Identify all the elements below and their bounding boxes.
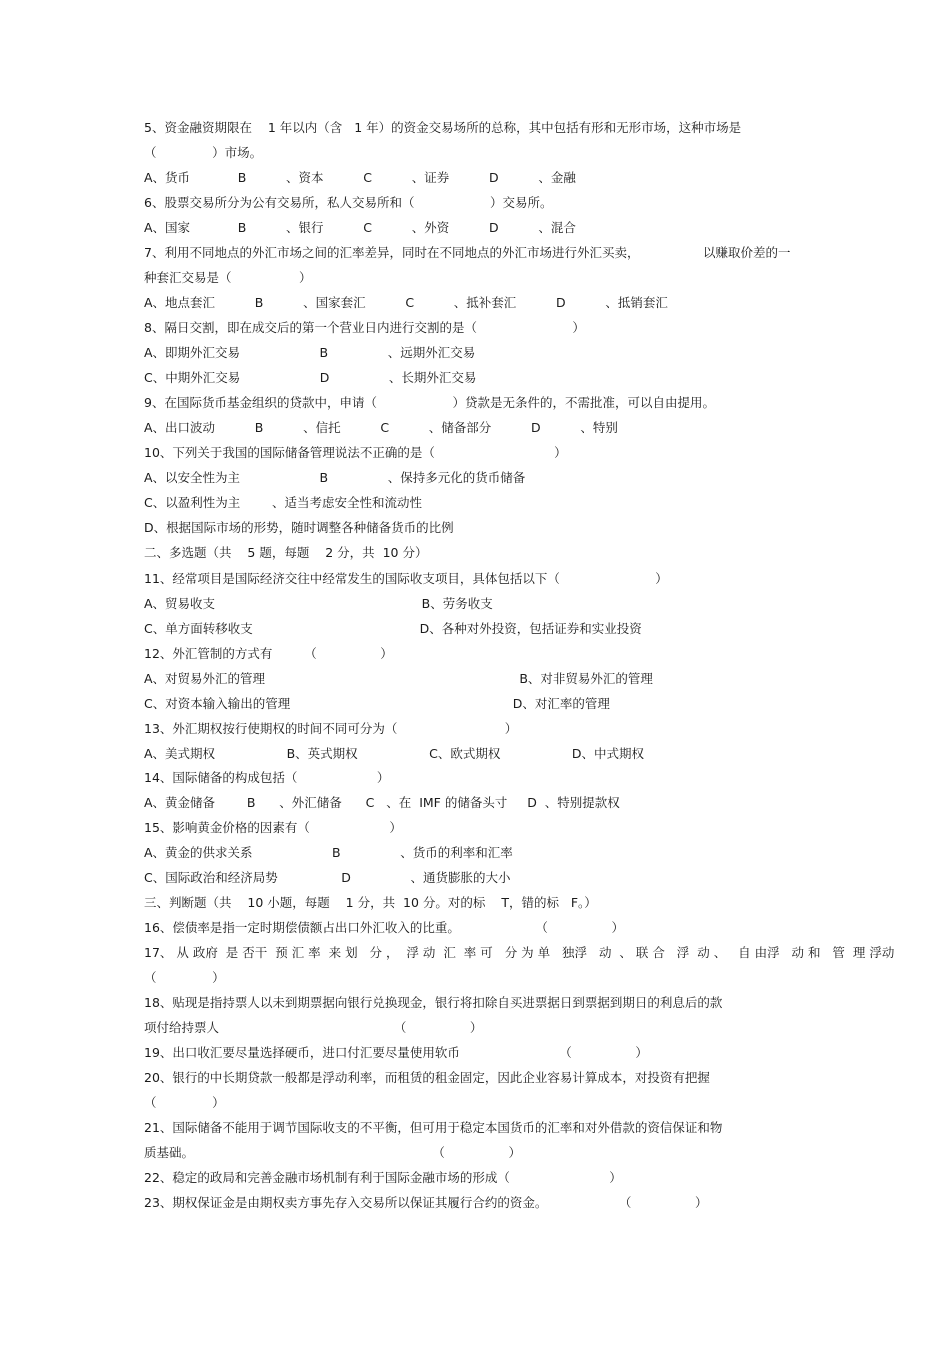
q5-stem: 5、资金融资期限在 1 年以内（含 1 年）的资金交易场所的总称，其中包括有形和无形市场，这种市场是 xyxy=(144,120,742,135)
section-true-false: 三、判断题（共 10 小题，每题 1 分，共 10 分。对的标 T，错的标 F。） xyxy=(144,895,597,910)
q6-options: A、国家 B 、银行 C 、外资 D 、混合 xyxy=(144,220,576,235)
section-multiple-choice: 二、多选题（共 5 题，每题 2 分，共 10 分） xyxy=(144,545,428,560)
q17: 17、 从 政府 是 否干 预 汇 率 来 划 分 ， 浮 动 汇 率 可 分 为 单 独浮 动 、 联 合 浮 动 、 自 由浮 动 和 管 理 浮动 xyxy=(144,945,895,960)
q20: 20、银行的中长期贷款一般都是浮动利率，而租赁的租金固定，因此企业容易计算成本，对投资有把握 xyxy=(144,1070,710,1085)
q6-stem: 6、股票交易所分为公有交易所，私人交易所和（ ）交易所。 xyxy=(144,195,553,210)
q5-options: A、货币 B 、资本 C 、证券 D 、金融 xyxy=(144,170,576,185)
q18: 18、贴现是指持票人以未到期票据向银行兑换现金，银行将扣除自买进票据日到票据到期日的利息后的款 xyxy=(144,995,723,1010)
q14-options: A、黄金储备 B 、外汇储备 C 、在 IMF 的储备头寸 D 、特别提款权 xyxy=(144,795,620,810)
q15-stem: 15、影响黄金价格的因素有（ ） xyxy=(144,820,402,835)
q8-options-cd: C、中期外汇交易 D 、长期外汇交易 xyxy=(144,370,477,385)
q17-answer: （ ） xyxy=(144,970,225,985)
q21: 21、国际储备不能用于调节国际收支的不平衡，但可用于稳定本国货币的汇率和对外借款的资信保证和物 xyxy=(144,1120,723,1135)
q9-options: A、出口波动 B 、信托 C 、储备部分 D 、特别 xyxy=(144,420,618,435)
q11-options-ab: A、贸易收支 B、劳务收支 xyxy=(144,596,493,611)
q12-stem: 12、外汇管制的方式有 （ ） xyxy=(144,646,393,661)
q7-stem-cont: 种套汇交易是（ ） xyxy=(144,270,312,285)
q8-options-ab: A、即期外汇交易 B 、远期外汇交易 xyxy=(144,345,476,360)
q16: 16、偿债率是指一定时期偿债额占出口外汇收入的比重。 （ ） xyxy=(144,920,624,935)
q19: 19、出口收汇要尽量选择硬币，进口付汇要尽量使用软币 （ ） xyxy=(144,1045,648,1060)
q5-stem-cont: （ ）市场。 xyxy=(144,145,263,160)
q7-options: A、地点套汇 B 、国家套汇 C 、抵补套汇 D 、抵销套汇 xyxy=(144,295,668,310)
q12-options-cd: C、对资本输入输出的管理 D、对汇率的管理 xyxy=(144,696,610,711)
q10-options-ab: A、以安全性为主 B 、保持多元化的货币储备 xyxy=(144,470,526,485)
q11-options-cd: C、单方面转移收支 D、各种对外投资，包括证券和实业投资 xyxy=(144,621,642,636)
q8-stem: 8、隔日交割，即在成交后的第一个营业日内进行交割的是（ ） xyxy=(144,320,585,335)
q7-stem: 7、利用不同地点的外汇市场之间的汇率差异，同时在不同地点的外汇市场进行外汇买卖， 以赚取价差的一 xyxy=(144,245,791,260)
q22: 22、稳定的政局和完善金融市场机制有利于国际金融市场的形成（ ） xyxy=(144,1170,622,1185)
q15-options-cd: C、国际政治和经济局势 D 、通货膨胀的大小 xyxy=(144,870,511,885)
q18-cont: 项付给持票人 （ ） xyxy=(144,1020,483,1035)
q9-stem: 9、在国际货币基金组织的贷款中，申请（ ）贷款是无条件的，不需批准，可以自由提用。 xyxy=(144,395,715,410)
q15-options-ab: A、黄金的供求关系 B 、货币的利率和汇率 xyxy=(144,845,513,860)
q13-options: A、美式期权 B、英式期权 C、欧式期权 D、中式期权 xyxy=(144,746,645,761)
q10-stem: 10、下列关于我国的国际储备管理说法不正确的是（ ） xyxy=(144,445,567,460)
q10-option-c: C、以盈利性为主 、适当考虑安全性和流动性 xyxy=(144,495,423,510)
q20-answer: （ ） xyxy=(144,1095,225,1110)
q14-stem: 14、国际储备的构成包括（ ） xyxy=(144,770,390,785)
q10-option-d: D、根据国际市场的形势，随时调整各种储备货币的比例 xyxy=(144,520,454,535)
q11-stem: 11、经常项目是国际经济交往中经常发生的国际收支项目，具体包括以下（ ） xyxy=(144,571,668,586)
q21-cont: 质基础。 （ ） xyxy=(144,1145,521,1160)
q13-stem: 13、外汇期权按行使期权的时间不同可分为（ ） xyxy=(144,721,518,736)
q12-options-ab: A、对贸易外汇的管理 B、对非贸易外汇的管理 xyxy=(144,671,653,686)
q23: 23、期权保证金是由期权卖方事先存入交易所以保证其履行合约的资金。 （ ） xyxy=(144,1195,708,1210)
